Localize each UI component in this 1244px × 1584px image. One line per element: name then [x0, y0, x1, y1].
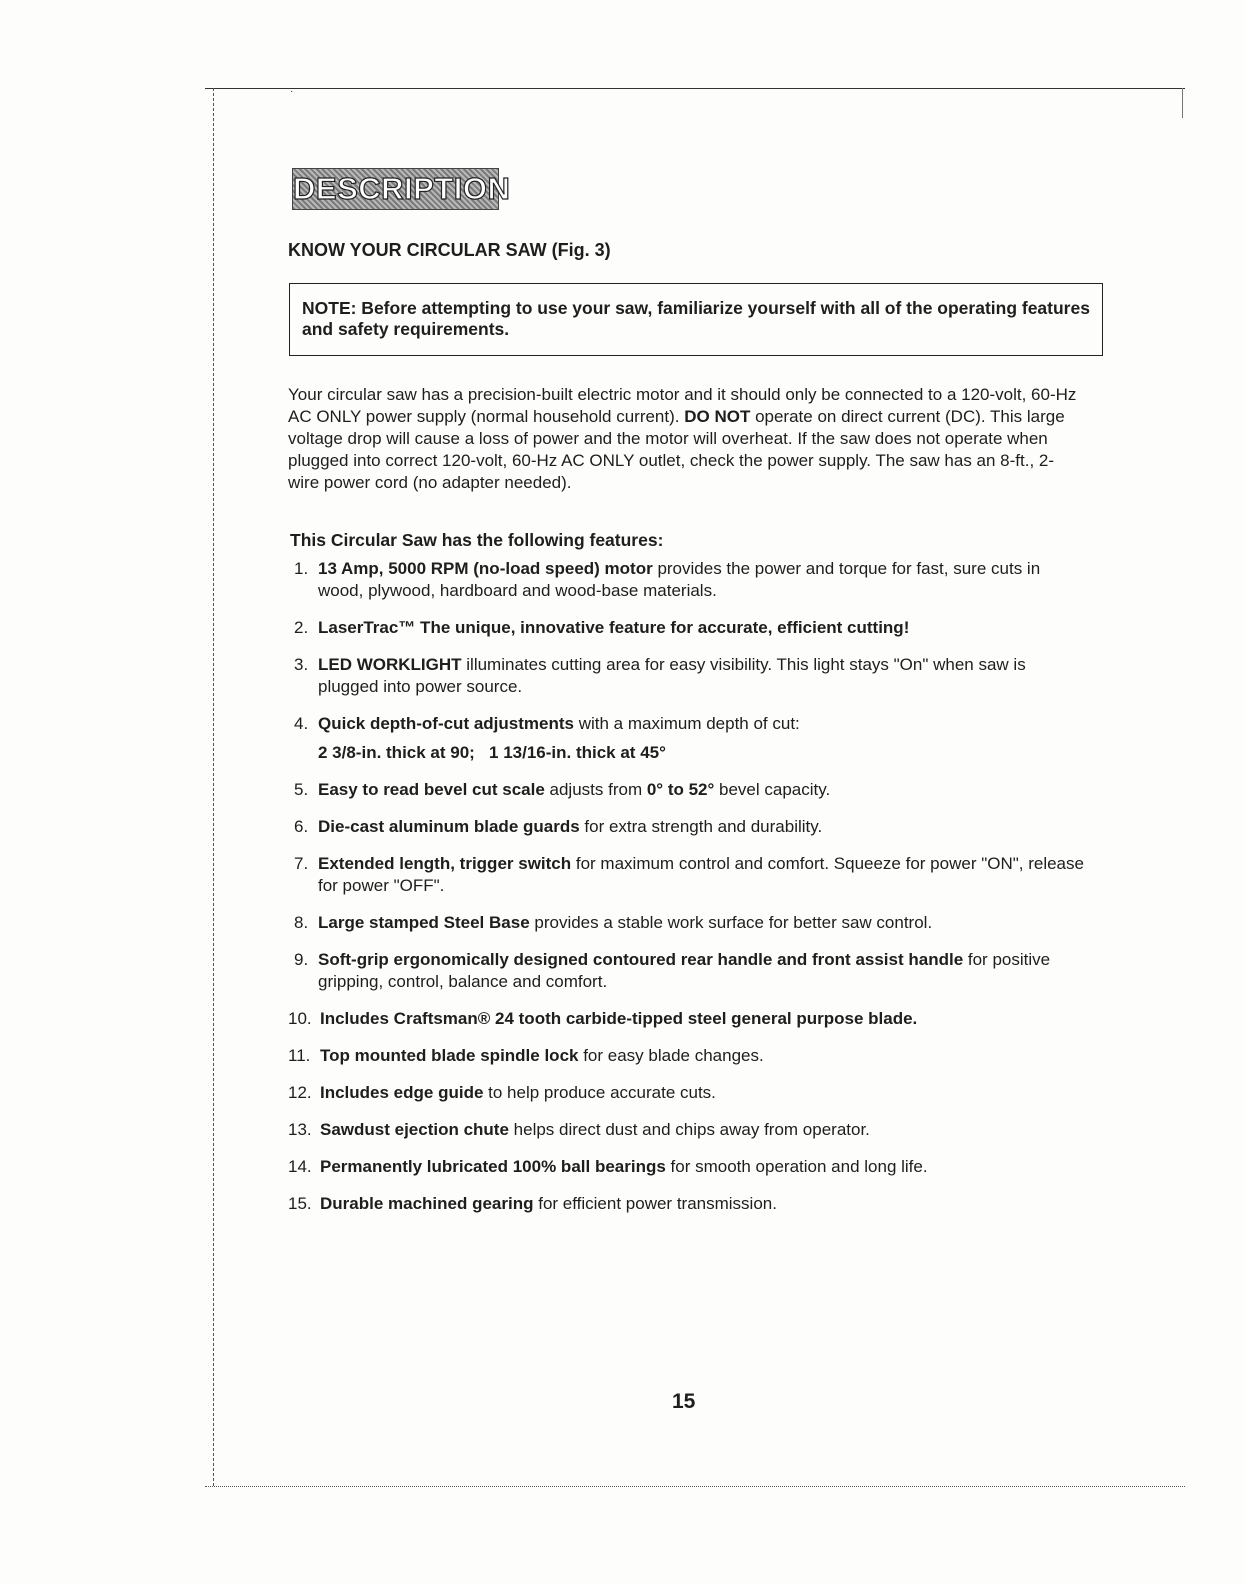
item-bold: Includes Craftsman® 24 tooth carbide-tipped steel general purpose blade. — [320, 1009, 918, 1028]
item-number: 15. — [288, 1194, 312, 1213]
list-item — [290, 654, 1090, 698]
item-bold: Durable machined gearing — [320, 1194, 534, 1213]
intro-part1: Your circular saw has a precision-built electric motor and it should only be connected to a 120-volt, 60-Hz AC ONLY power supply (normal household current). — [288, 385, 1077, 426]
list-item — [290, 912, 1090, 934]
features-list — [290, 558, 1090, 1230]
list-item — [290, 1193, 1090, 1215]
item-number: 2. — [294, 618, 309, 637]
page-frame-bottom-rule — [205, 1486, 1185, 1487]
item-text: for easy blade changes. — [578, 1046, 764, 1065]
item-text: provides a stable work surface for better saw control. — [529, 913, 933, 932]
list-item — [290, 1119, 1090, 1141]
item-number: 7. — [294, 854, 309, 873]
depth-spec-45: 1 13/16-in. thick at 45° — [489, 743, 666, 762]
note-box — [289, 283, 1103, 356]
item-bold: Top mounted blade spindle lock — [320, 1046, 579, 1065]
item-number: 1. — [294, 559, 309, 578]
section-badge-label: DESCRIPTION — [293, 171, 511, 206]
item-number: 10. — [288, 1009, 312, 1028]
list-item — [290, 558, 1090, 602]
intro-part2: operate on direct current (DC). This large voltage drop will cause a loss of power and the motor will overheat. If the saw does not operate when plugged into correct 120-volt, 60-Hz AC ONLY outlet, check the power supply. The saw has an 8-ft., 2-wire power cord (no adapter needed). — [288, 407, 1065, 492]
item-bold: Die-cast aluminum blade guards — [318, 817, 580, 836]
item-bold: Sawdust ejection chute — [320, 1120, 509, 1139]
item-number: 4. — [294, 714, 309, 733]
item-text: illuminates cutting area for easy visibility. This light stays "On" when saw is plugged into power source. — [318, 655, 1026, 696]
item-bold: Large stamped Steel Base — [318, 913, 530, 932]
item-text: with a maximum depth of cut: — [573, 714, 800, 733]
list-item — [290, 853, 1090, 897]
note-text: NOTE: Before attempting to use your saw, familiarize yourself with all of the operating features and safety requirements. — [302, 298, 1090, 339]
item-bold: LED WORKLIGHT — [318, 655, 462, 674]
item-text: for maximum control and comfort. Squeeze for power "ON", release for power "OFF". — [318, 854, 1084, 895]
item-bold: Quick depth-of-cut adjustments — [318, 714, 574, 733]
item-number: 9. — [294, 950, 309, 969]
list-item — [290, 1008, 1090, 1030]
item-bold: Easy to read bevel cut scale — [318, 780, 545, 799]
item-text: to help produce accurate cuts. — [483, 1083, 716, 1102]
item-number: 13. — [288, 1120, 312, 1139]
item-text: for positive gripping, control, balance and comfort. — [318, 950, 1051, 991]
list-item — [290, 1156, 1090, 1178]
item-text-tail: bevel capacity. — [714, 780, 831, 799]
list-item — [290, 779, 1090, 801]
item-text: helps direct dust and chips away from operator. — [508, 1120, 870, 1139]
item-number: 3. — [294, 655, 309, 674]
item-bold: Extended length, trigger switch — [318, 854, 572, 873]
item-number: 12. — [288, 1083, 312, 1102]
section-badge — [292, 168, 511, 210]
page-frame-right-rule — [1182, 88, 1183, 118]
features-heading: This Circular Saw has the following features: — [290, 530, 664, 550]
list-item — [290, 1045, 1090, 1067]
list-item — [290, 617, 1090, 639]
list-item — [290, 1082, 1090, 1104]
depth-spec-line — [318, 742, 1090, 764]
scan-dot: · — [290, 86, 294, 97]
intro-emphasis: DO NOT — [684, 407, 751, 426]
item-number: 14. — [288, 1157, 312, 1176]
item-text: provides the power and torque for fast, sure cuts in wood, plywood, hardboard and wood-base materials. — [318, 559, 1041, 600]
list-item — [290, 949, 1090, 993]
item-bold: Includes edge guide — [320, 1083, 484, 1102]
list-item — [290, 713, 1090, 764]
item-text: for smooth operation and long life. — [665, 1157, 928, 1176]
intro-paragraph — [288, 384, 1078, 494]
item-bold: 13 Amp, 5000 RPM (no-load speed) motor — [318, 559, 653, 578]
item-number: 8. — [294, 913, 309, 932]
item-text: for extra strength and durability. — [579, 817, 823, 836]
item-bold: LaserTrac™ The unique, innovative feature for accurate, efficient cutting! — [318, 618, 910, 637]
item-number: 11. — [288, 1046, 311, 1065]
item-bold-range: 0° to 52° — [646, 780, 715, 799]
section-subheading: KNOW YOUR CIRCULAR SAW (Fig. 3) — [288, 240, 611, 260]
page-frame-top-rule — [205, 88, 1185, 89]
item-text: for efficient power transmission. — [533, 1194, 777, 1213]
item-number: 6. — [294, 817, 309, 836]
page-frame-left-rule — [213, 88, 214, 1486]
item-number: 5. — [294, 780, 309, 799]
item-bold: Permanently lubricated 100% ball bearings — [320, 1157, 666, 1176]
depth-spec-90: 2 3/8-in. thick at 90; — [318, 743, 475, 762]
item-bold: Soft-grip ergonomically designed contoured rear handle and front assist handle — [318, 950, 964, 969]
item-text: adjusts from — [544, 780, 647, 799]
page-number: 15 — [672, 1390, 696, 1413]
list-item — [290, 816, 1090, 838]
